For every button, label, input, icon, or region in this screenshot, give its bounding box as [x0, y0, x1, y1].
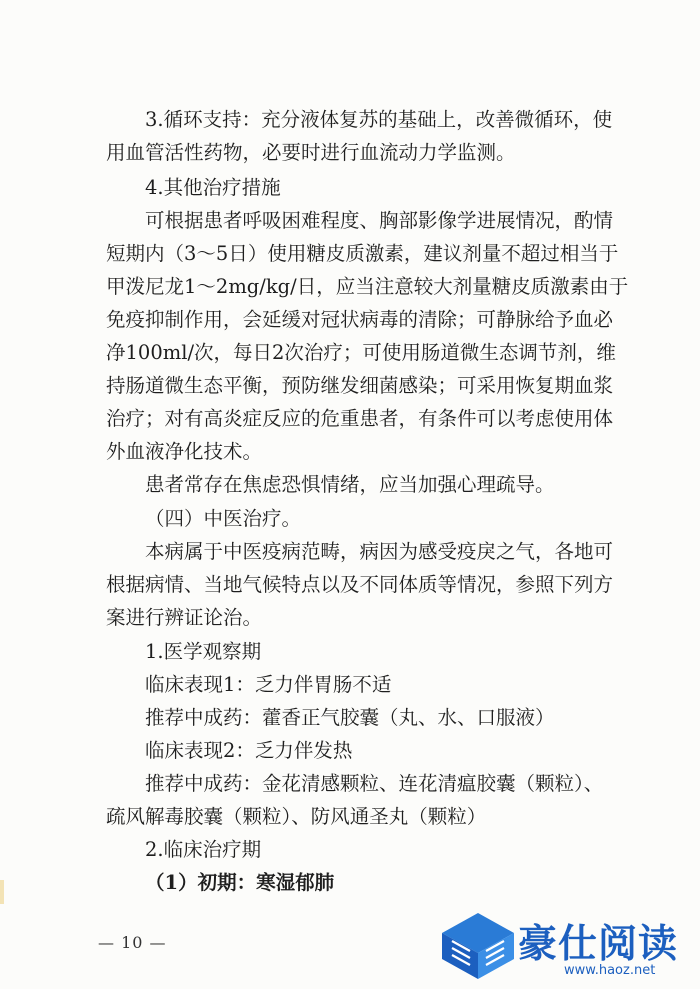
paragraph-line: 本病属于中医疫病范畴，病因为感受疫戾之气，各地可: [145, 540, 614, 563]
paragraph-line: 临床表现1：乏力伴胃肠不适: [145, 673, 392, 696]
watermark-url: www.haoz.net: [564, 963, 656, 978]
paragraph-line: 可根据患者呼吸困难程度、胸部影像学进展情况，酌情: [145, 209, 614, 232]
page-number: — 10 —: [98, 933, 167, 952]
section-heading: 4.其他治疗措施: [145, 176, 281, 199]
paragraph-line: 根据病情、当地气候特点以及不同体质等情况，参照下列方: [106, 573, 614, 596]
paragraph-line: 疏风解毒胶囊（颗粒）、防风通圣丸（颗粒）: [106, 805, 487, 828]
paragraph-line: 3.循环支持：充分液体复苏的基础上，改善微循环，使: [145, 108, 613, 131]
page-edge-mark: [0, 880, 4, 904]
paragraph-line: 临床表现2：乏力伴发热: [145, 739, 353, 762]
paragraph-line: 持肠道微生态平衡，预防继发细菌感染；可采用恢复期血浆: [106, 374, 614, 397]
paragraph-line: 外血液净化技术。: [106, 440, 263, 463]
paragraph-line: 用血管活性药物，必要时进行血流动力学监测。: [106, 141, 516, 164]
paragraph-line: 推荐中成药：藿香正气胶囊（丸、水、口服液）: [145, 706, 555, 729]
paragraph-line: 治疗；对有高炎症反应的危重患者，有条件可以考虑使用体: [106, 407, 614, 430]
paragraph-line: 短期内（3～5日）使用糖皮质激素，建议剂量不超过相当于: [106, 242, 619, 265]
watermark: [440, 905, 700, 989]
paragraph-line: 甲泼尼龙1～2mg/kg/日，应当注意较大剂量糖皮质激素由于: [106, 275, 629, 298]
paragraph-line: 患者常存在焦虑恐惧情绪，应当加强心理疏导。: [145, 473, 555, 496]
section-heading: 2.临床治疗期: [145, 838, 262, 861]
paragraph-line: 推荐中成药：金花清感颗粒、连花清瘟胶囊（颗粒）、: [145, 772, 604, 795]
paragraph-line: 免疫抑制作用，会延缓对冠状病毒的清除；可静脉给予血必: [106, 308, 614, 331]
watermark-title: 豪仕阅读: [518, 922, 679, 967]
book-logo-icon: [440, 911, 516, 981]
paragraph-line: 案进行辨证论治。: [106, 606, 263, 629]
section-heading: 1.医学观察期: [145, 640, 262, 663]
paragraph-line: 净100ml/次，每日2次治疗；可使用肠道微生态调节剂，维: [106, 341, 616, 364]
subsection-heading: （1）初期：寒湿郁肺: [145, 871, 335, 894]
section-heading: （四）中医治疗。: [145, 507, 302, 530]
